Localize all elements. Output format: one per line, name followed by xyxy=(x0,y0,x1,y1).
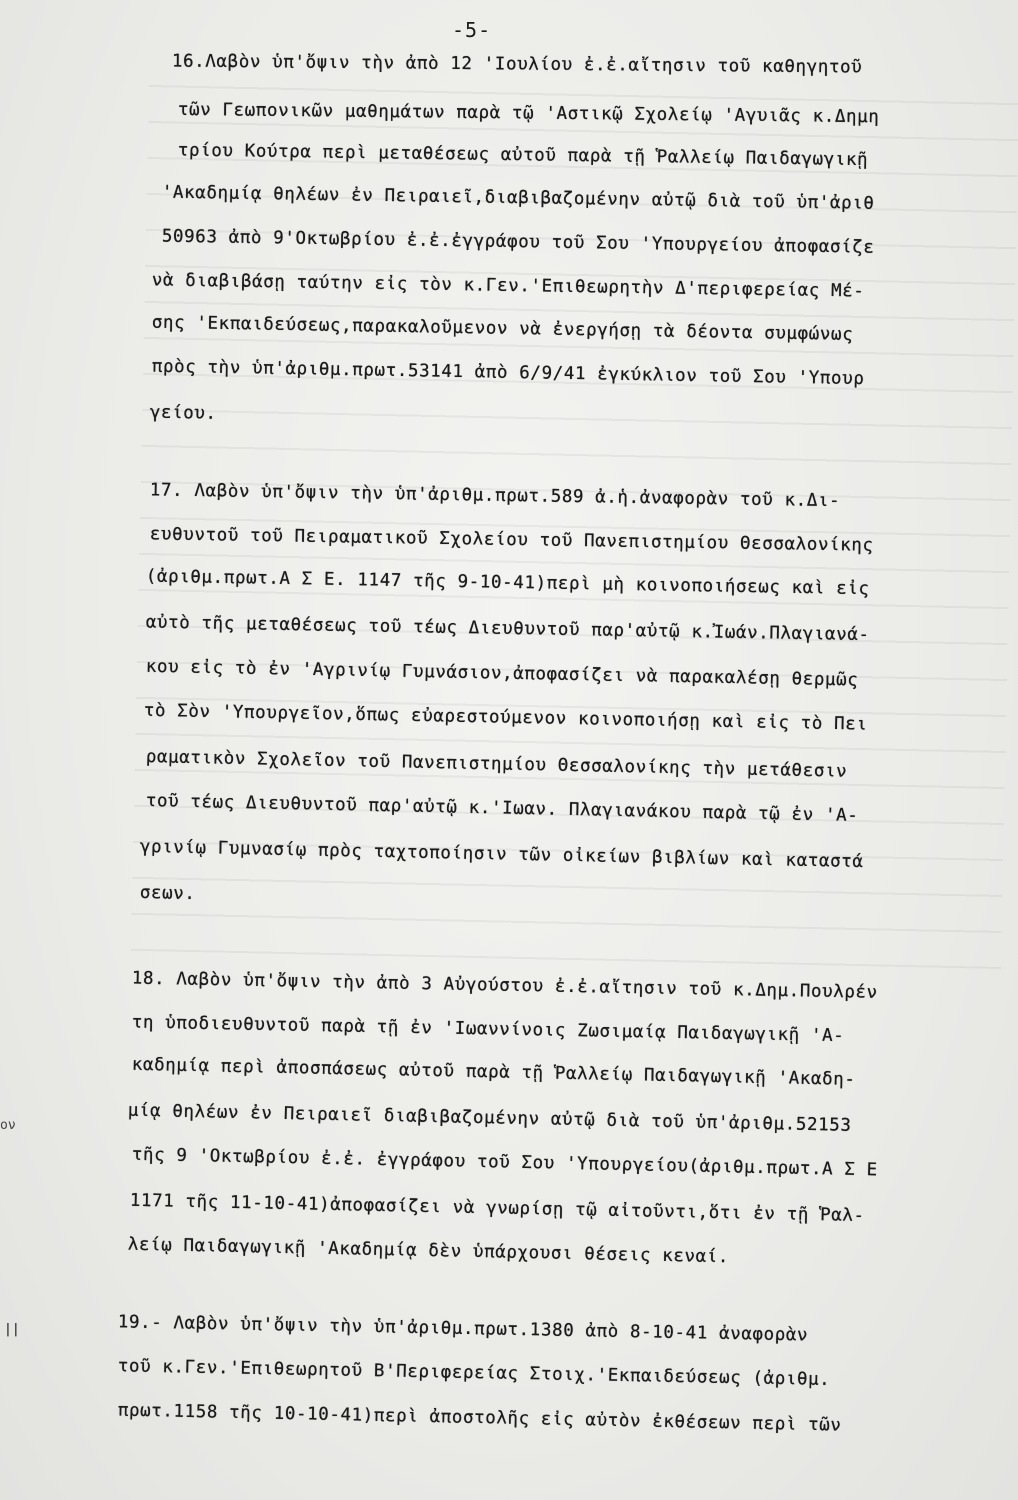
line-text: πρωτ.1158 τῆς 10-10-41)περὶ ἀποστολῆς εἰς αὐτὸν ἐκθέσεων περὶ τῶν xyxy=(117,1400,842,1436)
line-text: ραματικὸν Σχολεῖον τοῦ Πανεπιστημίου Θεσσαλονίκης τὴν μετάθεσιν xyxy=(145,747,848,782)
line-text: γείου. xyxy=(149,402,217,424)
line-text: 'Ακαδημίᾳ θηλέων ἐν Πειραιεῖ,διαβιβαζομένην αὐτῷ διὰ τοῦ ὑπ'ἀριθ xyxy=(161,182,875,214)
line-text: τὸ Σὸν 'Υπουργεῖον,ὅπως εὐαρεστούμενον κοινοποιήσῃ καὶ εἰς τὸ Πει xyxy=(143,700,868,735)
line-text: γρινίῳ Γυμνασίῳ πρὸς ταχτοποίησιν τῶν οἰκείων βιβλίων καὶ καταστά xyxy=(139,836,864,873)
line-text: σης 'Εκπαιδεύσεως,παρακαλοῦμενον νὰ ἐνεργήσῃ τὰ δέοντα συμφώνως xyxy=(151,312,854,345)
line-text: τρίου Κούτρα περὶ μεταθέσεως αὐτοῦ παρὰ τῇ Ῥαλλείῳ Παιδαγωγικῇ xyxy=(177,140,869,171)
line-text: λείῳ Παιδαγωγικῇ 'Ακαδημίᾳ δὲν ὑπάρχουσι θέσεις κεναί. xyxy=(127,1234,730,1268)
line-text: τοῦ τέως Διευθυντοῦ παρ'αὐτῷ κ.'Ιωαν. Πλαγιανάκου παρὰ τῷ ἐν 'Α- xyxy=(145,791,859,826)
page-number: -5- xyxy=(452,18,492,42)
line-text: τοῦ κ.Γεν.'Επιθεωρητοῦ Β'Περιφερείας Στοιχ.'Εκπαιδεύσεως (ἀριθμ. xyxy=(117,1356,831,1390)
line-text: μίᾳ θηλέων ἐν Πειραιεῖ διαβιβαζομένην αὐτῷ διὰ τοῦ ὑπ'ἀριθμ.52153 xyxy=(127,1100,852,1136)
margin-mark-bars: || xyxy=(4,1322,20,1337)
line-text: τῶν Γεωπονικῶν μαθημάτων παρὰ τῷ 'Αστικῷ Σχολείῳ 'Αγυιᾶς κ.Δημη xyxy=(177,99,880,128)
line-text: 18. Λαβὸν ὑπ'ὄψιν τὴν ἀπὸ 3 Αὐγούστου ἐ.ἐ.αἴτησιν τοῦ κ.Δημ.Πουλρέν xyxy=(131,968,878,1003)
margin-mark: ον xyxy=(0,1118,16,1133)
line-text: κου εἰς τὸ ἐν 'Αγρινίῳ Γυμνάσιον,ἀποφασίζει νὰ παρακαλέσῃ θερμῶς xyxy=(145,656,859,691)
line-text: καδημίᾳ περὶ ἀποσπάσεως αὐτοῦ παρὰ τῇ Ῥαλλείῳ Παιδαγωγικῇ 'Ακαδη- xyxy=(131,1054,856,1090)
line-text: (ἀριθμ.πρωτ.Α Σ Ε. 1147 τῆς 9-10-41)περὶ μὴ κοινοποιήσεως καὶ εἰς xyxy=(145,566,870,600)
line-text: 1171 τῆς 11-10-41)ἀποφασίζει νὰ γνωρίσῃ τῷ αἰτοῦντι,ὅτι ἐν τῇ Ῥαλ- xyxy=(129,1190,865,1227)
line-text: 19.- Λαβὸν ὑπ'ὄψιν τὴν ὑπ'ἀριθμ.πρωτ.1380 ἀπὸ 8-10-41 ἀναφορὰν xyxy=(117,1312,809,1346)
line-text: ευθυντοῦ τοῦ Πειραματικοῦ Σχολείου τοῦ Πανεπιστημίου Θεσσαλονίκης xyxy=(149,524,874,556)
line-text: αὐτὸ τῆς μεταθέσεως τοῦ τέως Διευθυντοῦ παρ'αὐτῷ κ.Ἰωάν.Πλαγιανά- xyxy=(145,612,870,646)
line-text: σεων. xyxy=(139,882,196,905)
line-text: τη ὑποδιευθυντοῦ παρὰ τῇ ἐν 'Ιωαννίνοις Ζωσιμαίᾳ Παιδαγωγικῇ 'Α- xyxy=(131,1012,845,1047)
line-text: νὰ διαβιβάσῃ ταύτην εἰς τὸν κ.Γεν.'Επιθεωρητὴν Δ'περιφερείας Μέ- xyxy=(151,270,865,302)
line-text: 50963 ἀπὸ 9'Οκτωβρίου ἐ.ἐ.ἐγγράφου τοῦ Σου 'Υπουργείου ἀποφασίζε xyxy=(161,226,875,258)
line-text: τῆς 9 'Οκτωβρίου ἐ.ἐ. ἐγγράφου τοῦ Σου 'Υπουργείου(ἀριθμ.πρωτ.Α Σ Ε xyxy=(131,1144,878,1181)
line-text: πρὸς τὴν ὑπ'ἀριθμ.πρωτ.53141 ἀπὸ 6/9/41 ἐγκύκλιον τοῦ Σου 'Υπουρ xyxy=(151,356,865,390)
line-text: 16.Λαβὸν ὑπ'ὄψιν τὴν ἀπὸ 12 'Ιουλίου ἐ.ἐ.αἴτησιν τοῦ καθηγητοῦ xyxy=(171,51,863,78)
line-text: 17. Λαβὸν ὑπ'ὄψιν τὴν ὑπ'ἀριθμ.πρωτ.589 ἀ.ἡ.ἀναφορὰν τοῦ κ.Δι- xyxy=(149,480,841,512)
